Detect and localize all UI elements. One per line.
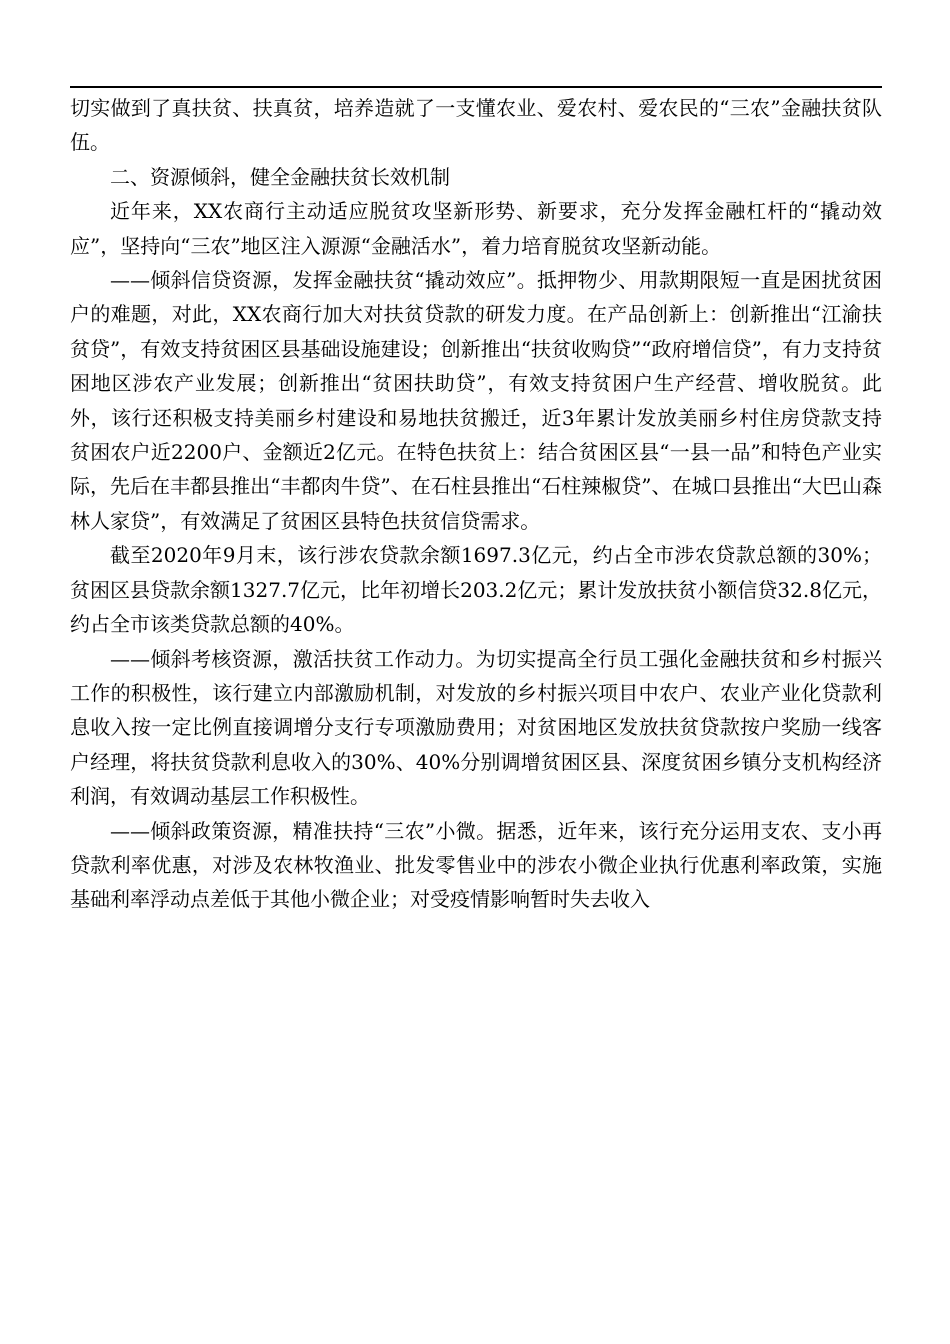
paragraph-continuation: 切实做到了真扶贫、扶真贫，培养造就了一支懂农业、爱农村、爱农民的“三农”金融扶贫队伍。 xyxy=(70,96,882,155)
section-heading: 二、资源倾斜，健全金融扶贫长效机制 xyxy=(110,164,450,189)
document-body xyxy=(70,91,882,917)
paragraph-policy-resources: ——倾斜政策资源，精准扶持“三农”小微。据悉，近年来，该行充分运用支农、支小再贷款利率优惠，对涉及农林牧渔业、批发零售业中的涉农小微企业执行优惠利率政策，实施基础利率浮动点差低于其他小微企业；对受疫情影响暂时失去收入 xyxy=(70,818,882,912)
paragraph-loan-statistics: 截至2020年9月末，该行涉农贷款余额1697.3亿元，约占全市涉农贷款总额的30%；贫困区县贷款余额1327.7亿元，比年初增长203.2亿元；累计发放扶贫小额信贷32.8亿元，约占全市该类贷款总额的40%。 xyxy=(70,543,882,637)
paragraph-assessment-resources: ——倾斜考核资源，激活扶贫工作动力。为切实提高全行员工强化金融扶贫和乡村振兴工作的积极性，该行建立内部激励机制，对发放的乡村振兴项目中农户、农业产业化贷款利息收入按一定比例直接调增分支行专项激励费用；对贫困地区发放扶贫贷款按户奖励一线客户经理，将扶贫贷款利息收入的30%、40%分别调增贫困区县、深度贫困乡镇分支机构经济利润，有效调动基层工作积极性。 xyxy=(70,646,882,809)
paragraph-intro: 近年来，XX农商行主动适应脱贫攻坚新形势、新要求，充分发挥金融杠杆的“撬动效应”，坚持向“三农”地区注入源源“金融活水”，着力培育脱贫攻坚新动能。 xyxy=(70,199,882,258)
header-rule xyxy=(70,86,882,88)
paragraph-credit-resources: ——倾斜信贷资源，发挥金融扶贫“撬动效应”。抵押物少、用款期限短一直是困扰贫困户的难题，对此，XX农商行加大对扶贫贷款的研发力度。在产品创新上：创新推出“江渝扶贫贷”，有效支持贫困区县基础设施建设；创新推出“扶贫收购贷”“政府增信贷”，有力支持贫困地区涉农产业发展；创新推出“贫困扶助贷”，有效支持贫困户生产经营、增收脱贫。此外，该行还积极支持美丽乡村建设和易地扶贫搬迁，近3年累计发放美丽乡村住房贷款支持贫困农户近2200户、金额近2亿元。在特色扶贫上：结合贫困区县“一县一品”和特色产业实际，先后在丰都县推出“丰都肉牛贷”、在石柱县推出“石柱辣椒贷”、在城口县推出“大巴山森林人家贷”，有效满足了贫困区县特色扶贫信贷需求。 xyxy=(70,268,882,533)
